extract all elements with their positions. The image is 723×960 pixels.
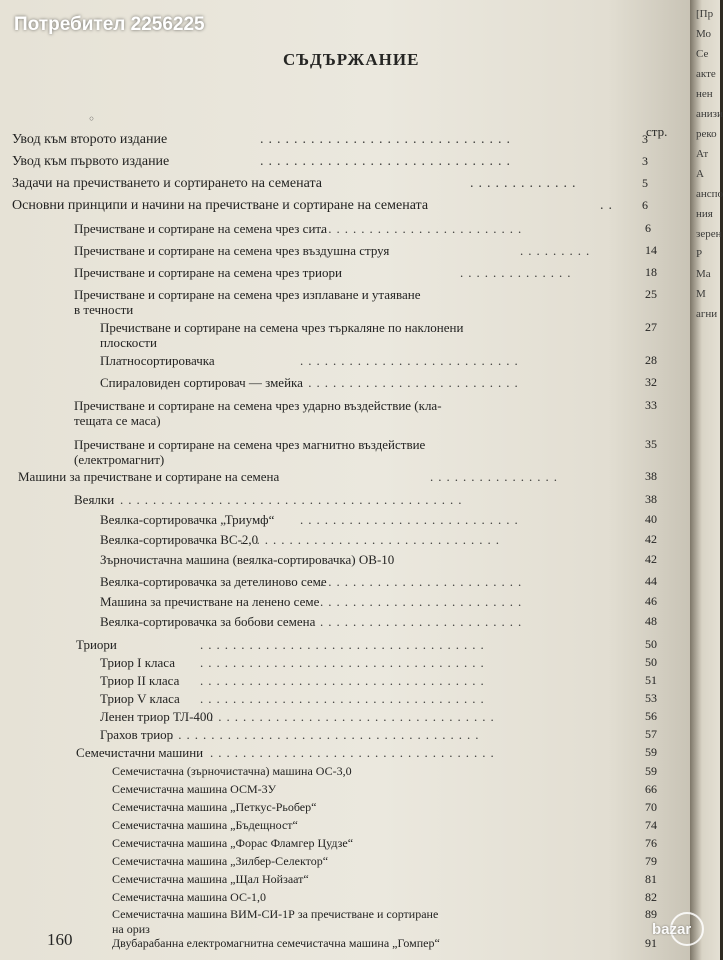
adjacent-page-fragment: Ат (696, 148, 709, 160)
toc-entry-title: Пречистване и сортиране на семена чрез магнитно въздействие (74, 437, 426, 452)
toc-entry-title: Зърночистачна машина (веялка-сортировачка) ОВ-10 (100, 552, 395, 567)
leader-dots: ................................... (210, 745, 499, 760)
toc-entry (112, 818, 690, 838)
toc-entry-title-continued: (електромагнит) (74, 452, 165, 467)
toc-entry-title: Пречистване и сортиране на семена чрез въздушна струя (74, 243, 390, 258)
toc-entry (100, 594, 690, 614)
adjacent-page-edge (690, 0, 723, 960)
adjacent-page-fragment: агни (696, 308, 718, 320)
leader-dots: ............. (470, 176, 581, 191)
toc-entry (112, 836, 690, 856)
toc-entry (74, 398, 690, 428)
toc-entry (76, 745, 690, 765)
toc-entry-page: 38 (645, 492, 657, 506)
leader-dots: ................................... (200, 673, 489, 688)
toc-entry-title-continued: на ориз (112, 922, 150, 936)
adjacent-page-fragment: Р (696, 248, 703, 260)
toc-entry (12, 176, 690, 196)
toc-entry-page: 14 (645, 243, 657, 257)
toc-entry (74, 243, 690, 263)
toc-entry-page: 81 (645, 872, 657, 886)
toc-entry (74, 437, 690, 467)
toc-entry (100, 727, 690, 747)
toc-entry-page: 6 (645, 221, 651, 235)
toc-entry (74, 265, 690, 285)
toc-entry-page: 46 (645, 594, 657, 608)
toc-entry-title: Пречистване и сортиране на семена чрез триори (74, 265, 342, 280)
leader-dots: ......................... (320, 221, 527, 236)
toc-entry-page: 18 (645, 265, 657, 279)
toc-entry-title: Веялка-сортировачка за детелиново семе (100, 574, 327, 589)
adjacent-page-fragment: Ma (696, 268, 711, 280)
leader-dots: ................................... (200, 655, 489, 670)
toc-entry-page: 48 (645, 614, 657, 628)
toc-entry-title: Платносортировачка (100, 353, 215, 368)
stray-ink-mark: ◦ (88, 112, 96, 126)
toc-entry-page: 82 (645, 890, 657, 904)
logo-text: bazar (652, 921, 692, 938)
toc-entry-title: Семечистачна машина ОСМ-3У (112, 782, 277, 796)
toc-entry-page: 50 (645, 655, 657, 669)
page-title: СЪДЪРЖАНИЕ (283, 50, 420, 69)
toc-entry-page: 38 (645, 469, 657, 483)
toc-entry-page: 53 (645, 691, 657, 705)
toc-entry-title: Веялка-сортировачка „Триумф“ (100, 512, 275, 527)
toc-entry-title-continued: плоскости (100, 335, 157, 350)
toc-entry-page: 33 (645, 398, 657, 412)
toc-entry-title: Спираловиден сортировач — змейка (100, 375, 303, 390)
toc-entry-page: 76 (645, 836, 657, 850)
toc-entry (12, 132, 690, 152)
adjacent-page-fragment: анспо (696, 188, 723, 200)
bazar-logo (652, 912, 708, 948)
toc-entry-title: Веялка-сортировачка за бобови семена (100, 614, 316, 629)
toc-entry (74, 492, 690, 512)
adjacent-page-fragment: А (696, 168, 704, 180)
toc-entry-page: 91 (645, 936, 657, 950)
leader-dots: ......................... (320, 574, 527, 589)
toc-entry-title: Машина за пречистване на ленено семе (100, 594, 320, 609)
leader-dots: ........................... (300, 512, 523, 527)
leader-dots: ................................... (200, 637, 489, 652)
toc-entry (100, 574, 690, 594)
toc-entry-title: Машини за пречистване и сортиране на семена (18, 469, 280, 484)
toc-entry-title: Ленен триор ТЛ-400 (100, 709, 213, 724)
adjacent-page-fragment: [Пр (696, 8, 714, 20)
toc-entry-title: Грахов триор (100, 727, 174, 742)
adjacent-page-fragment: акте (696, 68, 716, 80)
toc-entry-title: Пречистване и сортиране на семена чрез изплаване и утаяване (74, 287, 421, 302)
leader-dots: .............................. (260, 154, 515, 169)
leader-dots: .. (600, 198, 617, 213)
toc-entry-title: Семечистачна машина „Бъдещност“ (112, 818, 298, 832)
toc-entry-title: Двубарабанна електромагнитна семечистачна машина „Гомпер“ (112, 936, 440, 950)
toc-entry-page: 50 (645, 637, 657, 651)
adjacent-page-fragment: ния (696, 208, 713, 220)
toc-entry-title: Пречистване и сортиране на семена чрез ударно въздействие (кла- (74, 398, 442, 413)
toc-entry-page: 3 (642, 154, 648, 168)
toc-entry-page: 40 (645, 512, 657, 526)
toc-entry (100, 320, 690, 350)
toc-entry-page: 42 (645, 532, 657, 546)
leader-dots: ........................... (300, 375, 523, 390)
toc-entry-title: Семечистачна машина ВИМ-СИ-1Р за пречистване и сортиране (112, 907, 439, 921)
adjacent-page-fragment: М (696, 288, 706, 300)
toc-entry (18, 469, 690, 489)
toc-entry (100, 375, 690, 395)
folio-page-number: 160 (47, 930, 73, 949)
toc-entry (100, 614, 690, 634)
toc-entry-page: 6 (642, 198, 648, 212)
toc-entry (100, 512, 690, 532)
toc-entry-title: Семечистачни машини (76, 745, 204, 760)
toc-entry-title: Семечистачна (зърночистачна) машина ОС-3,0 (112, 764, 352, 778)
leader-dots: ......................... (320, 594, 527, 609)
toc-entry-page: 66 (645, 782, 657, 796)
leader-dots: .......................................... (120, 492, 467, 507)
toc-entry (100, 691, 690, 711)
page-column-label: стр. (646, 124, 668, 139)
toc-entry (100, 353, 690, 373)
toc-entry (74, 287, 690, 317)
leader-dots: ................ (430, 469, 562, 484)
toc-entry-title-continued: в течности (74, 302, 134, 317)
toc-entry-title-continued: тещата се маса) (74, 413, 161, 428)
toc-entry-title: Триор I класа (100, 655, 176, 670)
toc-entry-page: 59 (645, 764, 657, 778)
toc-entry-title: Семечистачна машина „Петкус-Рьобер“ (112, 800, 317, 814)
toc-entry-page: 56 (645, 709, 657, 723)
toc-entry-page: 70 (645, 800, 657, 814)
toc-entry (100, 532, 690, 552)
toc-entry (112, 872, 690, 892)
toc-entry-title: Семечистачна машина „Зилбер-Селектор“ (112, 854, 329, 868)
adjacent-page-fragment: Се (696, 48, 709, 60)
leader-dots: ................................... (210, 709, 499, 724)
toc-entry-page: 42 (645, 552, 657, 566)
toc-entry-page: 32 (645, 375, 657, 389)
adjacent-page-fragment: Мо (696, 28, 712, 40)
toc-entry-title: Увод към първото издание (12, 154, 170, 169)
leader-dots: ......... (520, 243, 595, 258)
toc-entry-page: 5 (642, 176, 648, 190)
toc-entry-page: 74 (645, 818, 657, 832)
adjacent-page-fragment: нен (696, 88, 713, 100)
toc-entry-page: 59 (645, 745, 657, 759)
adjacent-page-fragment: анизи (696, 108, 723, 120)
toc-entry-page: 44 (645, 574, 657, 588)
leader-dots: ........................... (300, 353, 523, 368)
toc-entry-title: Веялка-сортировачка ВС-2,0 (100, 532, 259, 547)
toc-entry-title: Триор V класа (100, 691, 180, 706)
toc-entry-page: 27 (645, 320, 657, 334)
toc-entry-page: 89 (645, 907, 657, 921)
toc-entry-page: 25 (645, 287, 657, 301)
toc-entry-page: 35 (645, 437, 657, 451)
adjacent-page-fragment: реко (696, 128, 717, 140)
leader-dots: ................................ (240, 532, 504, 547)
toc-entry (100, 552, 690, 572)
toc-entry-title: Триори (76, 637, 117, 652)
toc-entry-title: Пречистване и сортиране на семена чрез търкаляне по наклонени (100, 320, 464, 335)
adjacent-page-fragment: зерен (696, 228, 722, 240)
toc-entry (12, 198, 690, 218)
leader-dots: ................................... (200, 691, 489, 706)
toc-entry (76, 637, 690, 657)
toc-entry-title: Семечистачна машина ОС-1,0 (112, 890, 266, 904)
toc-entry (112, 764, 690, 784)
toc-entry-page: 28 (645, 353, 657, 367)
toc-entry (112, 782, 690, 802)
toc-entry-page: 51 (645, 673, 657, 687)
toc-entry (112, 936, 690, 956)
leader-dots: .............. (460, 265, 576, 280)
toc-entry (12, 154, 690, 174)
toc-entry-title: Пречистване и сортиране на семена чрез сита (74, 221, 328, 236)
toc-entry-page: 3 (642, 132, 648, 146)
toc-entry (112, 800, 690, 820)
user-watermark: Потребител 2256225 (14, 14, 205, 35)
leader-dots: ......................... (320, 614, 527, 629)
toc-entry (100, 709, 690, 729)
toc-entry-title: Семечистачна машина „Щал Нойзаат“ (112, 872, 309, 886)
toc-entry (112, 854, 690, 874)
toc-entry (100, 655, 690, 675)
leader-dots: .............................. (260, 132, 515, 147)
toc-entry-title: Увод към второто издание (12, 132, 168, 147)
toc-entry-title: Веялки (74, 492, 115, 507)
toc-entry-page: 79 (645, 854, 657, 868)
toc-entry-title: Основни принципи и начини на пречистване и сортиране на семената (12, 198, 429, 213)
toc-entry-title: Семечистачна машина „Форас Фламгер Цудзе“ (112, 836, 354, 850)
toc-entry-page: 57 (645, 727, 657, 741)
leader-dots: ...................................... (170, 727, 484, 742)
toc-entry (100, 673, 690, 693)
toc-entry-title: Задачи на пречистването и сортирането на семената (12, 176, 322, 191)
toc-entry (74, 221, 690, 241)
toc-entry-title: Триор II класа (100, 673, 180, 688)
